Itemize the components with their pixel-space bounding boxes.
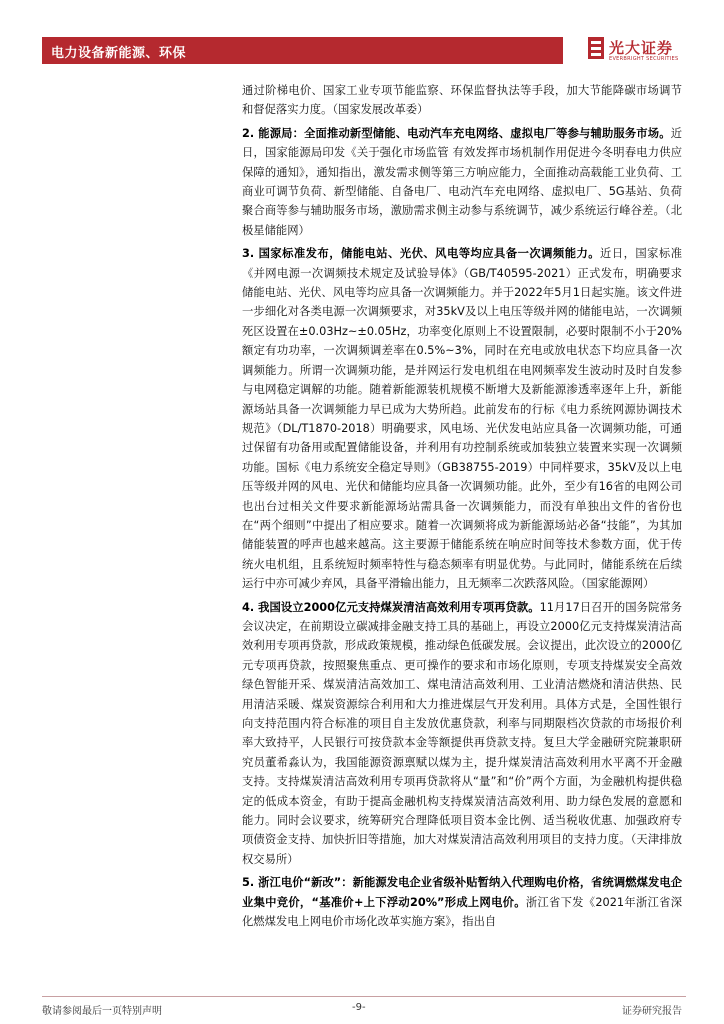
logo-mark-icon (588, 37, 604, 59)
news-item (242, 873, 682, 931)
news-item-title: 2. 能源局：全面推动新型储能、电动汽车充电网络、虚拟电厂等参与辅助服务市场。 (242, 126, 671, 140)
news-item-title: 4. 我国设立2000亿元支持煤炭清洁高效利用专项再贷款。 (242, 600, 540, 614)
company-logo (588, 36, 686, 66)
news-item-title: 3. 国家标准发布，储能电站、光伏、风电等均应具备一次调频能力。 (242, 247, 601, 261)
news-item (242, 598, 682, 870)
footer-disclaimer: 敬请参阅最后一页特别声明 (42, 1006, 162, 1017)
logo-name: 光大证券 (609, 39, 674, 57)
news-item (242, 124, 682, 240)
news-item (242, 244, 682, 593)
news-item-text: 近日，国家标准《并网电源一次调频技术规定及试验导体》（GB/T40595-2021）正式发布，明确要求储能电站、光伏、风电等均应具备一次调频能力。并于2022年5月1日起实施。该文件进一步细化对各类电源一次调频要求，对35kV及以上电压等级并网的储能电站，一次调频死区设置在±0.03Hz~±0.05Hz，功率变化原则上不设置限制，必要时限制不小于20%额定有功功率，一次调频调差率在0.5%~3%，同时在充电或放电状态下均应具备一次调频能力。所谓一次调频功能，是并网运行发电机组在电网频率发生波动时及时自发参与电网稳定调解的功能。随着新能源装机规模不断增大及新能源渗透率逐年上升，新能源场站具备一次调频能力早已成为大势所趋。此前发布的行标《电力系统网源协调技术规范》（DL/T1870-2018）明确要求，风电场、光伏发电站应具备一次调频功能，可通过保留有功备用或配置储能设备，并利用有功控制系统或加装独立装置来实现一次调频功能。国标《电力系统安全稳定导则》（GB38755-2019）中同样要求，35kV及以上电压等级并网的风电、光伏和储能均应具备一次调频功能。此外，至少有16省的电网公司也出台过相关文件要求新能源场站需具备一次调频能力，而没有单独出文件的省份也在“两个细则”中提出了相应要求。随着一次调频将成为新能源场站必备“技能”，为其加储能装置的呼声也越来越高。这主要源于储能系统在响应时间等技术参数方面，优于传统火电机组，且系统短时频率特性与稳态频率有明显优势。与此同时，储能系统在后续运行中亦可减少弃风，具备平滑输出能力，且无频率二次跌落风险。（国家能源网） (242, 247, 682, 591)
news-item-text: 近日，国家能源局印发《关于强化市场监管 有效发挥市场机制作用促进今冬明春电力供应保障的通知》，通知指出，激发需求侧等第三方响应能力，全面推动高载能工业负荷、工商业可调节负荷、新型储能、自备电厂、电动汽车充电网络、虚拟电厂、5G基站、负荷聚合商等参与辅助服务市场，激励需求侧主动参与系统调节，减少系统运行峰谷差。（北极星储能网） (242, 126, 682, 237)
footer-report-type: 证券研究报告 (622, 1006, 682, 1017)
news-item-title: 5. 浙江电价“新改”：新能源发电企业省级补贴暂纳入代理购电价格，省统调燃煤发电企业集中竞价，“基准价+上下浮动20%”形成上网电价。 (242, 876, 682, 909)
news-item-text: 浙江省下发《2021年浙江省深化燃煤发电上网电价市场化改革实施方案》，指出自 (242, 895, 682, 929)
page-number: -9- (352, 1002, 366, 1013)
news-item-text: 11月17日召开的国务院常务会议决定，在前期设立碳减排金融支持工具的基础上，再设立2000亿元支持煤炭清洁高效利用专项再贷款，形成政策规模，推动绿色低碳发展。会议提出，此次设立的2000亿元专项再贷款，按照聚焦重点、更可操作的要求和市场化原则，专项支持煤炭安全高效绿色智能开采、煤炭清洁高效加工、煤电清洁高效利用、工业清洁燃烧和清洁供热、民用清洁采暖、煤炭资源综合利用和大力推进煤层气开发利用。具体方式是，全国性银行向支持范围内符合标准的项目自主发放优惠贷款，利率与同期限档次贷款的市场报价利率大致持平，人民银行可按贷款本金等额提供再贷款支持。复旦大学金融研究院兼职研究员董希淼认为，我国能源资源禀赋以煤为主，提升煤炭清洁高效利用水平离不开金融支持。支持煤炭清洁高效利用专项再贷款将从“量”和“价”两个方面，为金融机构提供稳定的低成本资金，有助于提高金融机构支持煤炭清洁高效利用、助力绿色发展的意愿和能力。同时会议要求，统筹研究合理降低项目资本金比例、适当税收优惠、加强政府专项债资金支持、加快折旧等措施，加大对煤炭清洁高效利用项目的支持力度。（天津排放权交易所） (242, 600, 682, 866)
logo-english: EVERBRIGHT SECURITIES (609, 56, 679, 62)
footer-divider (42, 996, 686, 997)
sector-title: 电力设备新能源、环保 (51, 46, 187, 61)
header-band (42, 37, 563, 64)
report-body (242, 81, 682, 931)
intro-paragraph: 通过阶梯电价、国家工业专项节能监察、环保监督执法等手段，加大节能降碳市场调节和督促落实力度。（国家发展改革委） (242, 84, 682, 117)
